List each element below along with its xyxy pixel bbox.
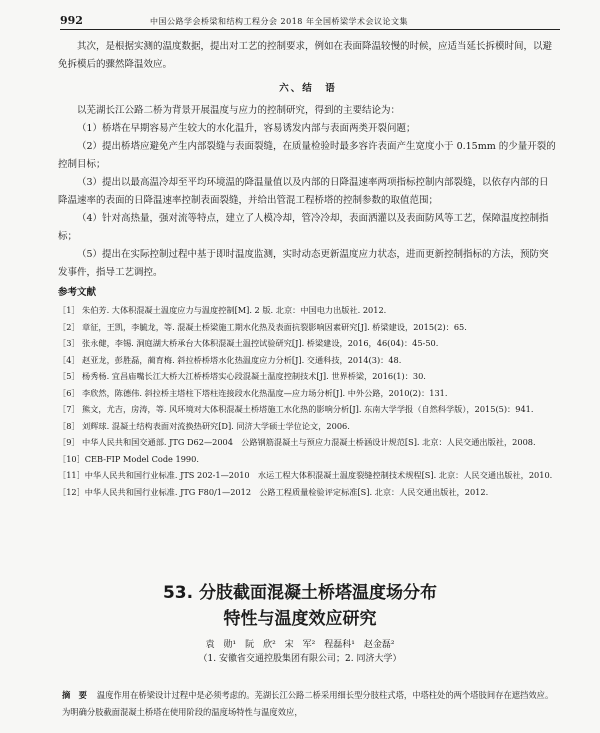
reference-text: CEB-FIP Model Code 1990. bbox=[84, 453, 199, 464]
reference-text: 张永健，李锡. 洞庭湖大桥承台大体积混凝土温控试验研究[J]. 桥梁建设，2016，46(04)：45-50. bbox=[82, 338, 439, 348]
reference-text: 刘辉球. 混凝土结构表面对流换热研究[D]. 同济大学硕士学位论文，2006. bbox=[82, 420, 350, 431]
running-title: 中国公路学会桥梁和结构工程分会 2018 年全国桥梁学术会议论文集 bbox=[150, 17, 408, 26]
reference-text: 中华人民共和国行业标准. JTG F80/1—2012 公路工程质量检验评定标准[S]. 北京：人民交通出版社，2012. bbox=[84, 486, 489, 497]
affiliations: （1. 安徽省交通控股集团有限公司；2. 同济大学） bbox=[198, 654, 402, 664]
reference-number: ［6］ bbox=[58, 387, 80, 398]
reference-item bbox=[58, 302, 558, 319]
reference-item bbox=[58, 467, 558, 484]
reference-number: ［9］ bbox=[58, 437, 80, 447]
reference-text: 李欣然，陈德伟. 斜拉桥主塔柱下塔柱连接段水化热温度—应力场分析[J]. 中外公路，2010(2)：131. bbox=[82, 387, 448, 398]
reference-item bbox=[58, 418, 558, 435]
reference-number: ［8］ bbox=[58, 420, 80, 431]
conclusion-item: （4）针对高热量，强对流等特点，建立了人模冷却，管冷冷却，表面洒灌以及表面防风等工艺，保障温度控制指标； bbox=[58, 213, 549, 242]
main-body bbox=[58, 38, 558, 500]
abstract-text: 温度作用在桥梁设计过程中是必须考虑的。芜湖长江公路二桥采用细长型分肢柱式塔，中塔柱处的两个塔肢间存在遮挡效应。为明确分肢截面混凝土桥塔在使用阶段的温度场特性与温度效应， bbox=[62, 690, 554, 717]
reference-number: ［10］ bbox=[58, 453, 85, 464]
reference-number: ［5］ bbox=[58, 371, 80, 381]
reference-item bbox=[58, 368, 558, 385]
conclusion-intro: 以芜湖长江公路二桥为背景开展温度与应力的控制研究，得到的主要结论为： bbox=[77, 105, 401, 116]
reference-item bbox=[58, 352, 558, 369]
intro-paragraph: 其次，是根据实测的温度数据，提出对工艺的控制要求，例如在表面降温较慢的时候，应适当延长拆模时间，以避免拆模后的骤然降温效应。 bbox=[58, 41, 553, 70]
reference-text: 章征，王凯，李毓龙，等. 混凝土桥梁施工期水化热及表面抗裂影响因素研究[J]. 桥梁建设，2015(2)：65. bbox=[82, 321, 467, 332]
page-number: 992 bbox=[60, 14, 83, 27]
conclusion-item: （1）桥塔在早期容易产生较大的水化温升，容易诱发内部与表面两类开裂问题； bbox=[77, 123, 416, 134]
article-title-line-2: 特性与温度效应研究 bbox=[223, 609, 377, 629]
running-header bbox=[60, 13, 560, 30]
reference-item bbox=[58, 385, 558, 402]
section-title: 六、结 语 bbox=[279, 83, 337, 94]
reference-number: ［4］ bbox=[58, 354, 80, 365]
conclusion-item: （3）提出以最高温冷却至平均环境温的降温量值以及内部的日降温速率两项指标控制内部裂缝，以依存内部的日降温速率的表面的日降温速率控制表面裂缝，并给出管混工程桥塔的控制参数的取值范围； bbox=[58, 177, 549, 206]
reference-number: ［12］ bbox=[58, 486, 85, 497]
reference-item bbox=[58, 319, 558, 336]
conclusion-item: （2）提出桥塔应避免产生内部裂缝与表面裂缝，在质量检验时最多容许表面产生宽度小于 0.15mm 的少量开裂的控制目标； bbox=[58, 141, 556, 170]
reference-item bbox=[58, 434, 558, 451]
conclusion-item: （5）提出在实际控制过程中基于即时温度监测，实时动态更新温度应力状态，进而更新控制指标的方法，预防突发事件，指导工艺调控。 bbox=[58, 249, 549, 278]
reference-number: ［1］ bbox=[58, 305, 80, 315]
reference-text: 中华人民共和国行业标准. JTS 202-1—2010 水运工程大体积混凝土温度裂缝控制技术规程[S]. 北京：人民交通出版社，2010. bbox=[84, 470, 553, 480]
reference-text: 中华人民共和国交通部. JTG D62—2004 公路钢筋混凝土与预应力混凝土桥涵设计规范[S]. 北京：人民交通出版社，2008. bbox=[82, 437, 536, 447]
reference-item bbox=[58, 484, 558, 501]
authors: 袁 勋¹ 阮 欣² 宋 军² 程磊科¹ 赵金磊² bbox=[205, 640, 395, 650]
article-title-line-1: 53. 分肢截面混凝土桥塔温度场分布 bbox=[162, 583, 438, 603]
author-block bbox=[0, 638, 600, 666]
reference-number: ［3］ bbox=[58, 338, 80, 348]
reference-text: 朱伯芳. 大体积混凝土温度应力与温度控制[M]. 2 版. 北京：中国电力出版社. 2012. bbox=[82, 305, 387, 315]
abstract-label: 摘 要 bbox=[62, 690, 87, 700]
reference-text: 杨秀杨. 宜昌庙嘴长江大桥大江桥桥塔实心段混凝土温度控制技术[J]. 世界桥梁，2016(1)：30. bbox=[82, 371, 426, 381]
reference-number: ［7］ bbox=[58, 404, 80, 414]
reference-item bbox=[58, 451, 558, 468]
reference-number: ［2］ bbox=[58, 321, 80, 332]
reference-text: 赵亚龙，彭胜磊，蔺育梅. 斜拉桥桥塔水化热温度应力分析[J]. 交通科技，2014(3)：48. bbox=[82, 354, 402, 365]
abstract bbox=[62, 687, 558, 721]
references-title: 参考文献 bbox=[58, 287, 97, 298]
reference-number: ［11］ bbox=[58, 470, 85, 480]
reference-item bbox=[58, 335, 558, 352]
references-list bbox=[58, 302, 558, 500]
article-title bbox=[0, 580, 600, 632]
reference-item bbox=[58, 401, 558, 418]
reference-text: 熊文，尤吉，房涛，等. 风环境对大体积混凝土桥塔施工水化热的影响分析[J]. 东南大学学报（自然科学版），2015(5)：941. bbox=[82, 404, 534, 414]
